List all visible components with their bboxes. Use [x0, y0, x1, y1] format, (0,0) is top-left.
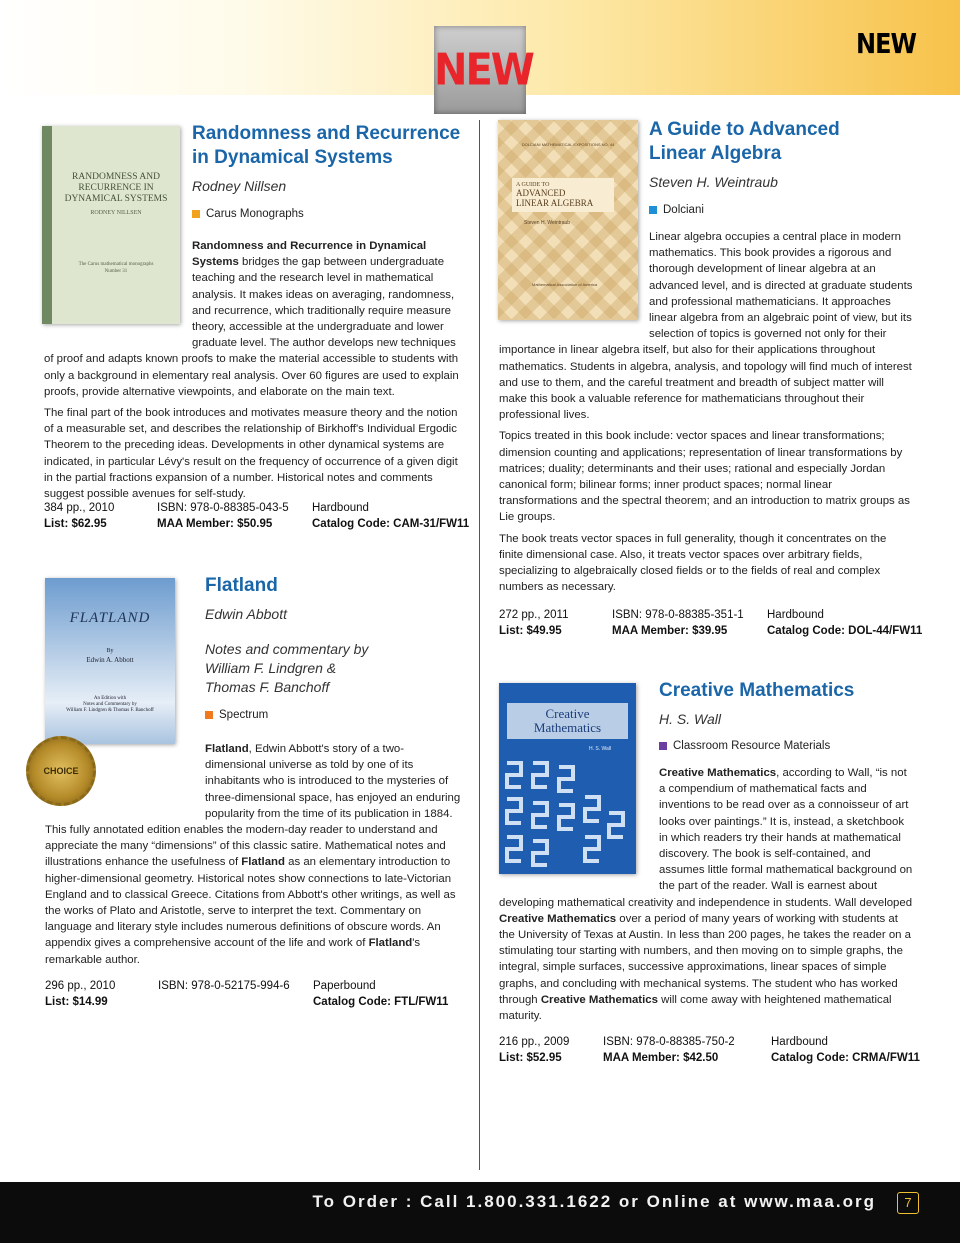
cover-title-line: ADVANCED — [516, 188, 566, 198]
member-price: MAA Member: $50.95 — [157, 518, 273, 530]
binding: Hardbound — [771, 1036, 828, 1048]
desc-bold: Flatland — [241, 856, 285, 869]
cover-number: Number 31 — [104, 269, 128, 274]
notes-line: William F. Lindgren & — [205, 660, 337, 676]
desc-bold: Flatland — [368, 937, 413, 950]
book-series — [659, 740, 830, 752]
cover-subtitle: The Carus mathematical monographs — [78, 262, 154, 267]
series-square-icon — [205, 711, 213, 719]
book-title[interactable] — [649, 118, 929, 166]
cover-edition: An Edition with — [93, 696, 127, 701]
series-label: Spectrum — [219, 709, 269, 721]
list-price: List: $52.95 — [499, 1052, 562, 1064]
cover-author: RODNEY NILLSEN — [90, 210, 142, 216]
new-corner-label: NEW — [856, 27, 916, 61]
series-label: Classroom Resource Materials — [673, 740, 831, 752]
desc-text: The final part of the book introduces and motivates measure theory and the notion of a measurable set, and describes the relationship of Birkhoff's Individual Ergodic Theorem to the preceding ideas. Developments in other dynamical systems are indicated, in particular Lévy's result on the frequency of occurrence of a given digit in the partial fractions expansion of a number. Historical notes and comments suggest possible avenues for self-study. — [44, 407, 458, 501]
desc-text: , according to Wall, “is not a compendium of mathematical facts and inventions to be read over as a connoisseur of art looks over paintings.” It is, instead, a sketchbook in which readers try their hands at mathematical discovery. The book is self-contained, and assumes little formal mathematical background on the part of the reader. Wall is earnest about developing mathematical creativity and independence in students. Wall developed — [499, 767, 913, 909]
cover-edition: William F. Lindgren & Thomas F. Banchoff — [66, 708, 154, 713]
catalog-code: Catalog Code: DOL-44/FW11 — [767, 625, 923, 637]
catalog-code: Catalog Code: CAM-31/FW11 — [312, 518, 470, 530]
list-price: List: $14.99 — [45, 996, 108, 1008]
isbn: ISBN: 978-0-88385-351-1 — [612, 609, 744, 621]
page-number: 7 — [897, 1192, 919, 1214]
cover-title-line: Creative — [545, 706, 590, 721]
desc-text: will come away with heightened mathematical maturity. — [499, 993, 892, 1023]
book-author: H. S. Wall — [659, 711, 721, 727]
desc-bold: Creative Mathematics — [499, 912, 617, 925]
book-meta — [499, 1034, 919, 1068]
catalog-code: Catalog Code: CRMA/FW11 — [771, 1052, 920, 1064]
cover-title: FLATLAND — [69, 610, 151, 626]
book-description — [499, 765, 913, 1029]
cover-title-line: A GUIDE TO — [516, 182, 550, 188]
desc-bold: Creative Mathematics — [540, 993, 658, 1006]
choice-award-seal-icon: CHOICE — [26, 736, 96, 806]
footer-bar — [0, 1182, 960, 1243]
cover-author: H. S. Wall — [589, 746, 612, 752]
book-author: Edwin Abbott — [205, 606, 287, 622]
title-line: Randomness and Recurrence — [192, 123, 461, 144]
desc-bold: Flatland — [205, 743, 249, 755]
cover-edition: Notes and Commentary by — [83, 702, 137, 707]
cover-title-line: LINEAR ALGEBRA — [516, 198, 594, 208]
binding: Hardbound — [767, 609, 824, 621]
series-square-icon — [649, 206, 657, 214]
title-line: A Guide to Advanced — [649, 119, 840, 140]
desc-bold: Randomness and Recurrence in Dynamical Systems — [192, 240, 427, 269]
cover-by: By — [106, 648, 114, 654]
cover-author: Edwin A. Abbott — [86, 656, 134, 664]
book-meta — [44, 500, 470, 534]
desc-text: as an elementary introduction to higher-dimensional geometry. Historical notes show connections to late-Victorian England and to classical Greece. Citations from Abbott's other writings, as well as the works of Plato and Aristotle, serve to interpret the text. Commentary on language and literary style includes numerous definitions of obscure words. An appendix gives a comprehensive account of the life and work of — [45, 856, 456, 950]
cover-publisher: Mathematical Association of America — [532, 282, 598, 287]
book-notes — [205, 640, 368, 697]
catalog-code: Catalog Code: FTL/FW11 — [313, 996, 449, 1008]
desc-text: bridges the gap between undergraduate teaching and the research level in mathematical analysis. It makes ideas on averaging, randomness, and recurrence, which traditionally require measure theory, accessible at the undergraduate and lower graduate level. The author develops new techniques of proof and adapts known proofs to make the material accessible to students with only a background in elementary real analysis. Over 60 figures are used to explain proofs, provide alternative viewpoints, and elaborate on the main text. — [44, 256, 459, 398]
book-title[interactable]: Flatland — [205, 575, 278, 596]
column-divider — [479, 120, 480, 1170]
book-cover-flatland[interactable] — [45, 578, 175, 744]
binding: Paperbound — [313, 980, 376, 992]
book-description — [44, 238, 460, 507]
cover-title-line: DYNAMICAL SYSTEMS — [64, 194, 168, 204]
desc-text: , Edwin Abbott's story of a two-dimensional universe as told by one of its inhabitants who is introduced to the mysteries of three-dimensional space, has enjoyed an enduring popularity from the time of its publication in 1884. This fully annotated edition enables the modern-day reader to understand and appreciate the many “dimensions” of this classic satire. Mathematical notes and illustrations enhance the usefulness of — [45, 743, 461, 869]
page-count: 216 pp., 2009 — [499, 1036, 570, 1048]
title-line: Linear Algebra — [649, 143, 782, 164]
binding: Hardbound — [312, 502, 369, 514]
book-author: Rodney Nillsen — [192, 178, 287, 194]
book-meta — [45, 978, 465, 1012]
book-series — [192, 208, 304, 220]
cover-author: Steven H. Weintraub — [524, 220, 571, 226]
series-label: Carus Monographs — [206, 208, 304, 220]
member-price: MAA Member: $42.50 — [603, 1052, 719, 1064]
cover-series: DOLCIANI MATHEMATICAL EXPOSITIONS NO. 44 — [521, 142, 615, 147]
member-price: MAA Member: $39.95 — [612, 625, 728, 637]
isbn: ISBN: 978-0-88385-750-2 — [603, 1036, 735, 1048]
series-square-icon — [192, 210, 200, 218]
series-label: Dolciani — [663, 204, 704, 216]
desc-text: The book treats vector spaces in full generality, though it concentrates on the finite dimensional case. Also, it treats vector spaces over arbitrary fields, specializing to algebraically closed fields or to the fields of real and complex numbers as necessary. — [499, 532, 887, 594]
desc-text: over a period of many years of working with students at the University of Texas at Austin. In less than 200 pages, he takes the reader on a stimulating tour starting with numbers, and then moving on to simple graphs, the integral, simple surfaces, successive approximations, linear spaces of simple graphs, and concluding with mechanical systems. The student who has worked through — [499, 912, 912, 1006]
desc-text: 's remarkable author. — [45, 937, 421, 966]
cover-title-line: Mathematics — [533, 720, 602, 735]
book-description — [45, 741, 461, 973]
desc-bold: Creative Mathematics — [659, 767, 777, 779]
cover-title-line: RECURRENCE IN — [78, 183, 154, 193]
page-count: 384 pp., 2010 — [44, 502, 115, 514]
book-description — [499, 229, 913, 600]
title-line: in Dynamical Systems — [192, 147, 393, 168]
cover-title-line: RANDOMNESS AND — [72, 172, 160, 182]
book-author: Steven H. Weintraub — [649, 174, 778, 190]
list-price: List: $62.95 — [44, 518, 107, 530]
notes-line: Thomas F. Banchoff — [205, 679, 330, 695]
isbn: ISBN: 978-0-52175-994-6 — [158, 980, 290, 992]
page-count: 272 pp., 2011 — [499, 609, 569, 621]
new-badge: NEW — [434, 26, 526, 114]
order-info[interactable]: To Order : Call 1.800.331.1622 or Online at www.maa.org — [312, 1192, 876, 1211]
book-meta — [499, 607, 923, 641]
book-title[interactable] — [192, 122, 472, 170]
notes-line: Notes and commentary by — [205, 641, 369, 657]
book-title[interactable]: Creative Mathematics — [659, 680, 855, 701]
book-series — [649, 204, 704, 216]
book-series — [205, 709, 268, 721]
isbn: ISBN: 978-0-88385-043-5 — [157, 502, 289, 514]
list-price: List: $49.95 — [499, 625, 562, 637]
desc-text: Topics treated in this book include: vector spaces and linear transformations; dimension counting and applications; representation of linear transformations by matrices; duality; determinants and their uses; rational and especially Jordan canonical form; bilinear forms; inner product spaces; normal linear transformations and the spectral theorem; and an introduction to matrix groups as Lie groups. — [499, 430, 910, 524]
desc-text: Linear algebra occupies a central place in modern mathematics. This book provides a rigorous and thorough development of linear algebra at an advanced level, and is directed at graduate students and professional mathematicians. It approaches linear algebra from an algebraic point of view, but its selection of topics is governed not only for their importance in linear algebra itself, but also for their applications throughout mathematics. Students in algebra, analysis, and topology will find much of interest and use to them, and the careful treatment and breadth of subject matter will make this book a valuable reference for mathematicians throughout their professional lives. — [499, 231, 913, 422]
page-count: 296 pp., 2010 — [45, 980, 116, 992]
series-square-icon — [659, 742, 667, 750]
